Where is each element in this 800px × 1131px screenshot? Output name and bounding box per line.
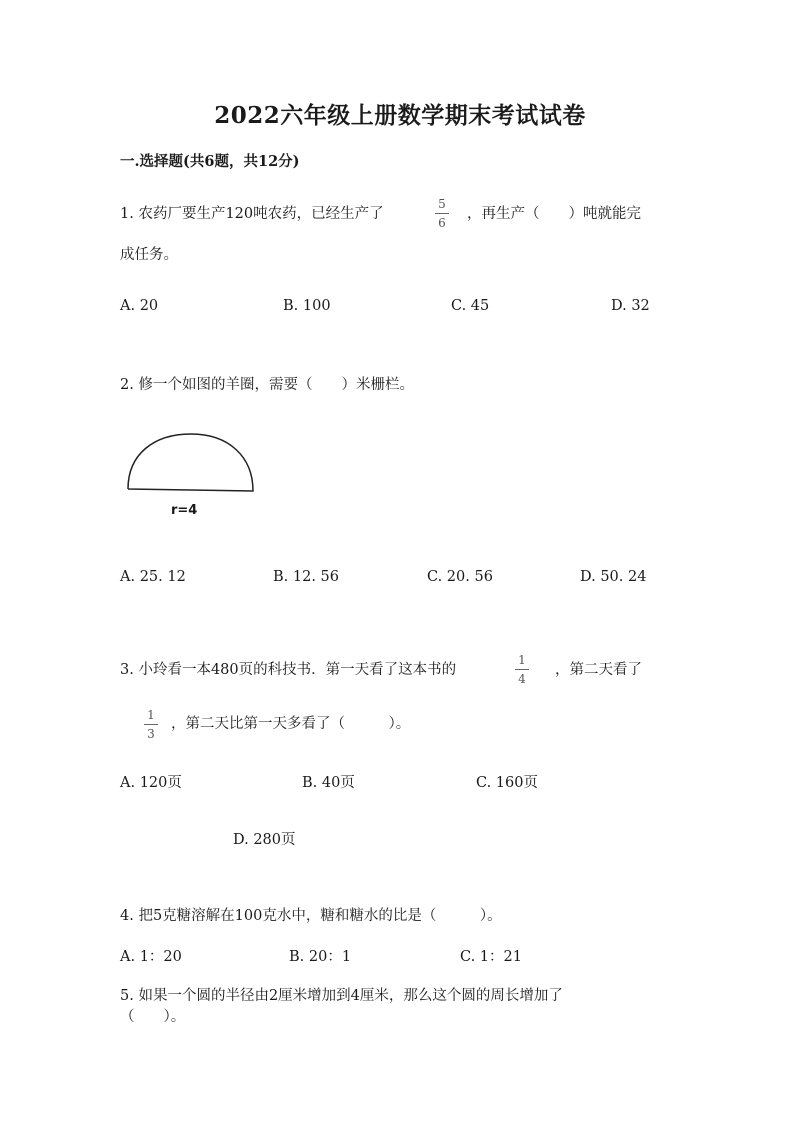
q3-text-middle: ，第二天看了 xyxy=(555,662,642,678)
semicircle-pen-figure xyxy=(122,428,262,498)
q3-text-end: ，第二天比第一天多看了（ ）。 xyxy=(171,716,411,732)
q1-option-c: C. 45 xyxy=(451,298,490,314)
q1-fraction-denominator: 6 xyxy=(438,216,446,230)
semicircle-outline xyxy=(128,434,253,491)
page-title: 2022六年级上册数学期末考试试卷 xyxy=(214,102,586,129)
q2-option-a: A. 25. 12 xyxy=(120,569,186,585)
q3-fraction-second-denominator: 3 xyxy=(147,727,155,741)
q3-fraction-first-denominator: 4 xyxy=(518,672,526,686)
q4-option-c: C. 1：21 xyxy=(460,949,522,965)
q2-option-c: C. 20. 56 xyxy=(427,569,493,585)
q4-option-a: A. 1：20 xyxy=(120,949,182,965)
radius-label: r=4 xyxy=(171,503,198,518)
q3-fraction-second xyxy=(143,709,159,740)
q3-option-a: A. 120页 xyxy=(120,775,182,791)
q1-text-end: ，再生产（ ）吨就能完 xyxy=(467,206,641,222)
q3-fraction-first xyxy=(514,654,530,685)
q5-text-start: 5. 如果一个圆的半径由2厘米增加到4厘米，那么这个圆的周长增加了 xyxy=(120,988,563,1004)
q3-fraction-first-numerator: 1 xyxy=(518,653,526,667)
q2-option-d: D. 50. 24 xyxy=(580,569,647,585)
q1-option-d: D. 32 xyxy=(611,298,650,314)
q1-text-start: 1. 农药厂要生产120吨农药，已经生产了 xyxy=(120,206,384,222)
q3-fraction-second-numerator: 1 xyxy=(147,708,155,722)
q1-fraction-numerator: 5 xyxy=(438,197,446,211)
q5-text-continued: （ ）。 xyxy=(120,1009,186,1025)
q3-option-c: C. 160页 xyxy=(476,775,538,791)
q4-option-b: B. 20：1 xyxy=(289,949,352,965)
section-heading: 一.选择题(共6题，共12分) xyxy=(120,153,300,170)
fraction-bar xyxy=(435,213,449,214)
q1-option-b: B. 100 xyxy=(283,298,331,314)
q1-text-continued: 成任务。 xyxy=(120,247,178,263)
q1-option-a: A. 20 xyxy=(120,298,159,314)
q2-text: 2. 修一个如图的羊圈，需要（ ）米栅栏。 xyxy=(120,377,414,393)
q4-text: 4. 把5克糖溶解在100克水中，糖和糖水的比是（ ）。 xyxy=(120,908,502,924)
q1-fraction xyxy=(434,198,450,229)
fraction-bar xyxy=(515,669,529,670)
q3-text-start: 3. 小玲看一本480页的科技书．第一天看了这本书的 xyxy=(120,662,457,678)
q3-option-b: B. 40页 xyxy=(302,775,355,791)
fraction-bar xyxy=(144,724,158,725)
q3-option-d: D. 280页 xyxy=(233,832,296,848)
q2-option-b: B. 12. 56 xyxy=(273,569,339,585)
